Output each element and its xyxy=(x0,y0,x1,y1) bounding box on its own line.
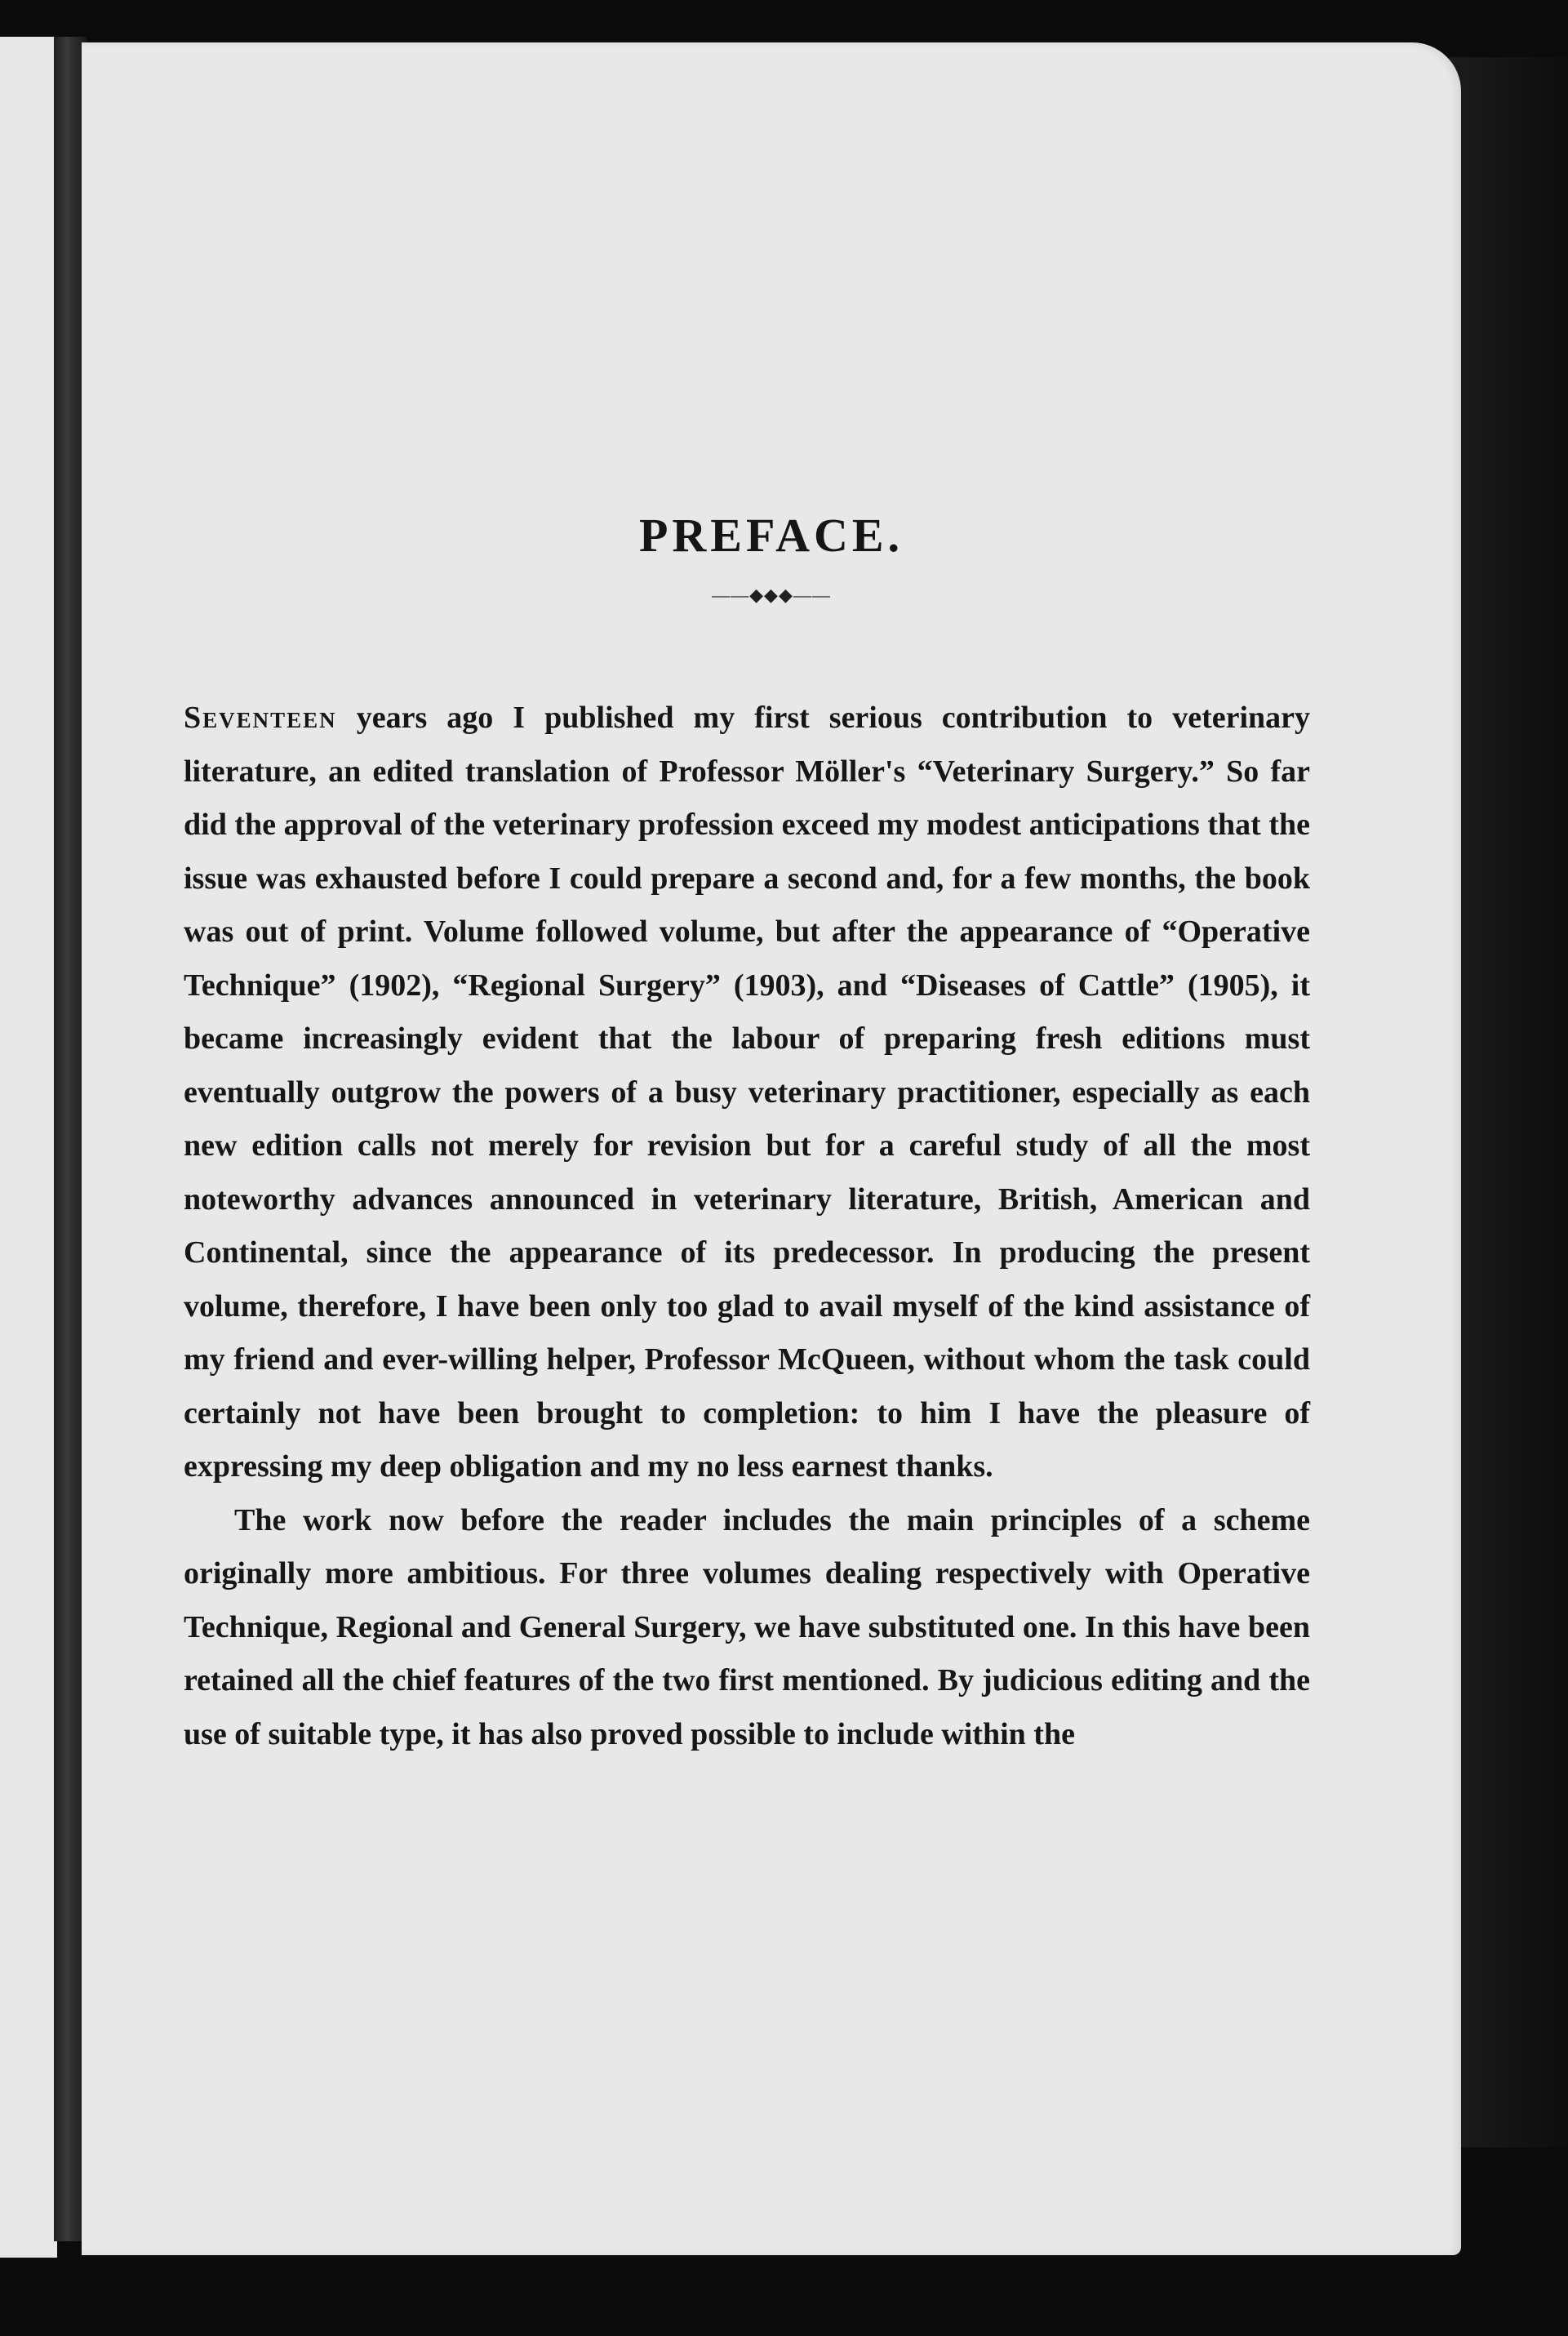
paragraph-text: The work now before the reader includes the main principles of a scheme originally more ambitious. For three volumes dealing respectively with Operative Technique, Regional and General Surgery, we have substituted one. In this have been retained all the chief features of the two first mentioned. By judicious editing and the use of suitable type, it has also proved possible to include within the xyxy=(184,1502,1310,1751)
book-edge-background xyxy=(1449,57,1568,2147)
page-title: PREFACE. xyxy=(638,509,904,562)
paragraph-2 xyxy=(184,1494,1310,1762)
book-page xyxy=(82,42,1461,2255)
adjacent-page-edge xyxy=(0,37,57,2258)
paragraph-lead: Seventeen xyxy=(184,701,337,735)
title-ornament: ——◆◆◆—— xyxy=(712,585,831,605)
paragraph-text: years ago I published my first serious contribution to veterinary literature, an edited translation of Professor Möller's “Veterinary Surgery.” So far did the approval of the veterinary profession exceed my modest anticipations that the issue was exhausted before I could prepare a second and, for a few months, the book was out of print. Volume followed volume, but after the appearance of “Operative Technique” (1902), “Regional Surgery” (1903), and “Diseases of Cattle” (1905), it became increasingly evident that the labour of preparing fresh editions must eventually outgrow the powers of a busy veterinary practitioner, especially as each new edition calls not merely for revision but for a careful study of all the most noteworthy advances announced in veterinary literature, British, American and Continental, since the appearance of its predecessor. In producing the present volume, therefore, I have been only too glad to avail myself of the kind assistance of my friend and ever-willing helper, Professor McQueen, without whom the task could certainly not have been brought to completion: to him I have the pleasure of expressing my deep obligation and my no less earnest thanks. xyxy=(184,701,1311,1484)
paragraph-1 xyxy=(184,692,1310,1494)
preface-text xyxy=(184,692,1310,1761)
